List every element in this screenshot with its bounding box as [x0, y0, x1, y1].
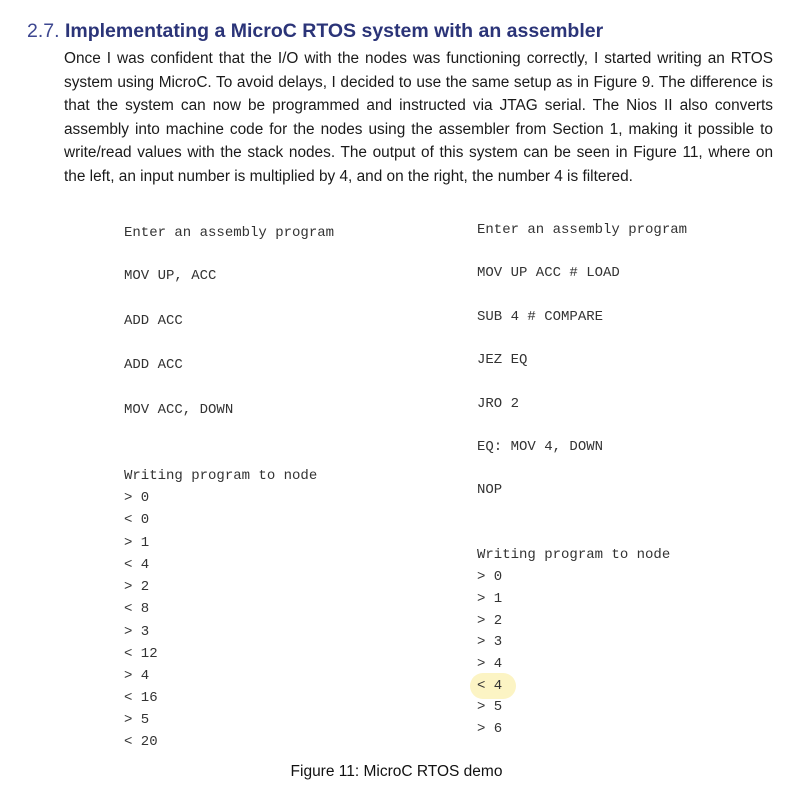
- section-title: Implementating a MicroC RTOS system with an assembler: [64, 20, 604, 42]
- console-line: > 2: [124, 579, 150, 595]
- console-line: < 0: [124, 512, 150, 528]
- console-line: > 5: [124, 712, 150, 728]
- section-heading: [27, 19, 603, 43]
- figure-caption: Figure 11: MicroC RTOS demo: [290, 763, 503, 780]
- console-line: > 3: [477, 634, 503, 650]
- console-line: NOP: [477, 482, 503, 498]
- console-line: > 0: [124, 490, 150, 506]
- console-line: MOV UP, ACC: [124, 268, 217, 284]
- console-line: < 8: [124, 601, 150, 617]
- section-paragraph: Once I was confident that the I/O with the nodes was functioning correctly, I started writing an RTOS system using MicroC. To avoid delays, I decided to use the same setup as in Figure 9. The difference is that the system can now be programmed and instructed via JTAG serial. The Nios II also converts assembly into machine code for the nodes using the assembler from Section 1, making it possible to write/read values with the stack nodes. The output of this system can be seen in Figure 11, where on the left, an input number is multiplied by 4, and on the right, the number 4 is filtered.: [64, 50, 773, 185]
- right-console-output: [477, 0, 688, 737]
- console-line: Enter an assembly program: [477, 222, 688, 238]
- console-line: ADD ACC: [124, 313, 183, 329]
- console-line: > 4: [124, 668, 150, 684]
- console-line: < 12: [124, 646, 158, 662]
- console-line: Enter an assembly program: [124, 225, 335, 241]
- console-line-highlighted: < 4: [477, 678, 503, 694]
- section-number: 2.7.: [27, 20, 60, 42]
- console-line: > 1: [477, 591, 503, 607]
- console-line: > 1: [124, 535, 150, 551]
- console-line: > 5: [477, 699, 503, 715]
- console-line: > 3: [124, 624, 150, 640]
- console-line: < 4: [124, 557, 150, 573]
- console-line: JEZ EQ: [477, 352, 528, 368]
- console-line: MOV ACC, DOWN: [124, 402, 234, 418]
- console-line: ADD ACC: [124, 357, 183, 373]
- console-line: > 6: [477, 721, 503, 737]
- left-console-output: [124, 0, 335, 750]
- console-line: > 2: [477, 613, 503, 629]
- console-line: JRO 2: [477, 396, 520, 412]
- console-line: Writing program to node: [477, 547, 671, 563]
- console-line: > 0: [477, 569, 503, 585]
- console-line: EQ: MOV 4, DOWN: [477, 439, 604, 455]
- console-line: SUB 4 # COMPARE: [477, 309, 604, 325]
- console-line: < 20: [124, 734, 158, 750]
- console-line: < 16: [124, 690, 158, 706]
- console-line: MOV UP ACC # LOAD: [477, 265, 620, 281]
- console-line: Writing program to node: [124, 468, 318, 484]
- console-line: > 4: [477, 656, 503, 672]
